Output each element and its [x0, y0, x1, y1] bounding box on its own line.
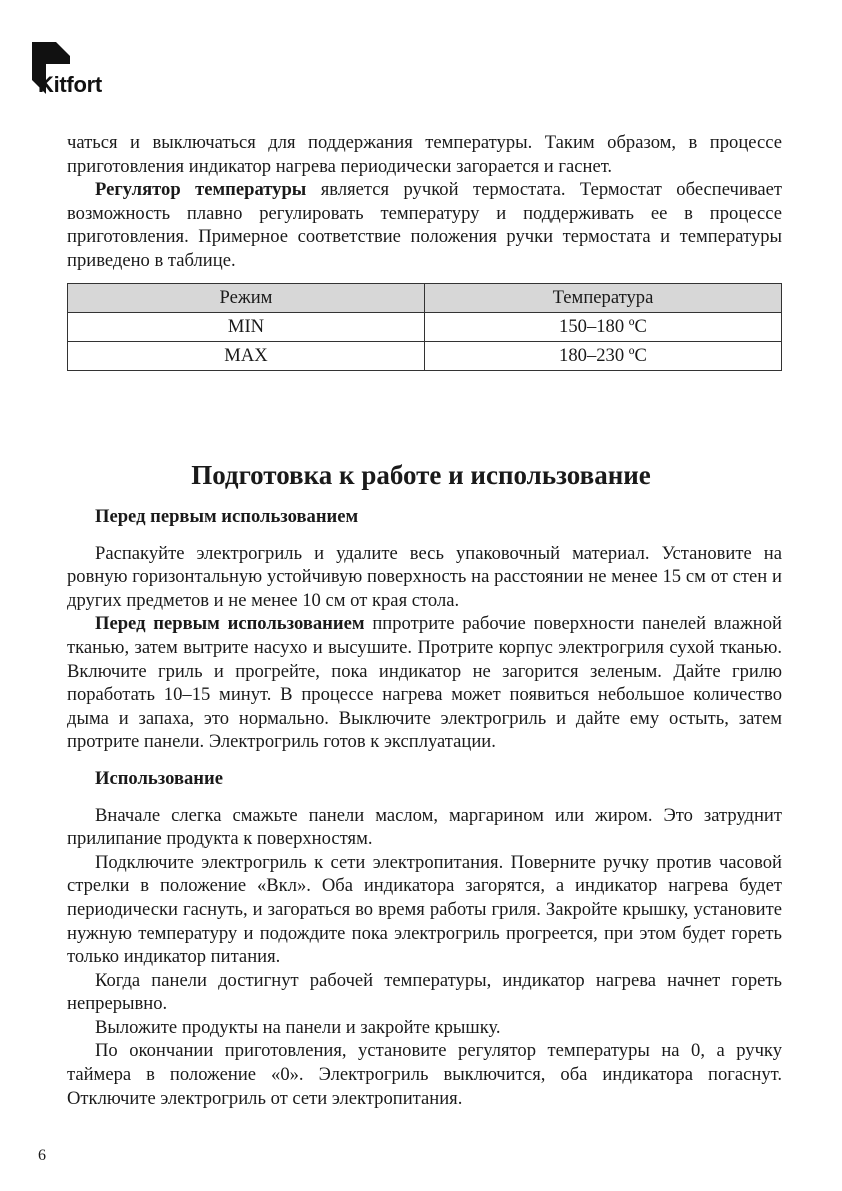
paragraph-place-food: Выложите продукты на панели и закройте крышку. — [95, 1016, 501, 1038]
table-row — [68, 313, 782, 342]
table-cell-mode: MAX — [68, 342, 425, 371]
section-body — [67, 505, 782, 1110]
table-header-row — [68, 284, 782, 313]
paragraph-connect: Подключите электрогриль к сети электропитания. Поверните ручку против часовой стрелки в положение «Вкл». Оба индикатора загорятся, а индикатор нагрева будет периодически гаснуть, и загораться во время работы гриля. Закройте крышку, установите нужную температуру и подождите пока электрогриль прогреется, при этом будет гореть только индикатор питания. — [67, 851, 782, 968]
section-title: Подготовка к работе и использование — [191, 460, 651, 490]
temperature-table — [67, 283, 782, 371]
brand-logo-text: Kitfort — [38, 72, 102, 97]
paragraph-oil: Вначале слегка смажьте панели маслом, маргарином или жиром. Это затруднит прилипание продукта к поверхностям. — [67, 804, 782, 850]
intro-paragraph-2 — [67, 178, 782, 272]
table-header-mode: Режим — [68, 284, 425, 313]
subheading-usage: Использование — [95, 767, 223, 789]
paragraph-first-use — [67, 612, 782, 754]
paragraph-first-use-bold: Перед первым использованием — [95, 613, 365, 635]
table-cell-temperature: 150–180 ºС — [425, 313, 782, 342]
table-cell-mode: MIN — [68, 313, 425, 342]
table-cell-temperature: 180–230 ºС — [425, 342, 782, 371]
paragraph-heated: Когда панели достигнут рабочей температуры, индикатор нагрева начнет гореть непрерывно. — [67, 969, 782, 1015]
table-header-temperature: Температура — [425, 284, 782, 313]
intro-paragraph-2-rest: является ручкой термостата. Термостат обеспечивает возможность плавно регулировать температуру и поддерживать ее в процессе приготовления. Примерное соответствие положения ручки термостата и температуры приведено в таблице. — [67, 179, 782, 271]
page-number: 6 — [38, 1147, 46, 1164]
paragraph-finish: По окончании приготовления, установите регулятор температуры на 0, а ручку таймера в положение «0». Электрогриль выключится, оба индикатора погаснут. Отключите электрогриль от сети электропитания. — [67, 1040, 782, 1109]
paragraph-unpack: Распакуйте электрогриль и удалите весь упаковочный материал. Установите на ровную горизонтальную устойчивую поверхность на расстоянии не менее 15 см от стен и других предметов и не менее 10 см от края стола. — [67, 542, 782, 611]
subheading-first-use: Перед первым использованием — [95, 506, 359, 527]
intro-text — [67, 131, 782, 273]
intro-paragraph-2-bold: Регулятор температуры — [95, 179, 307, 201]
intro-paragraph-1: чаться и выключаться для поддержания температуры. Таким образом, в процессе приготовления индикатор нагрева периодически загорается и гаснет. — [67, 132, 782, 177]
paragraph-first-use-rest: ппротрите рабочие поверхности панелей влажной тканью, затем вытрите насухо и высушите. Протрите корпус электрогриля сухой тканью. Включите гриль и прогрейте, пока индикатор не загорится зеленым. Дайте грилю поработать 10–15 минут. В процессе нагрева может появиться небольшое количество дыма и запаха, это нормально. Выключите электрогриль и дайте ему остыть, затем протрите панели. Электрогриль готов к эксплуатации. — [67, 613, 782, 753]
table-row — [68, 342, 782, 371]
